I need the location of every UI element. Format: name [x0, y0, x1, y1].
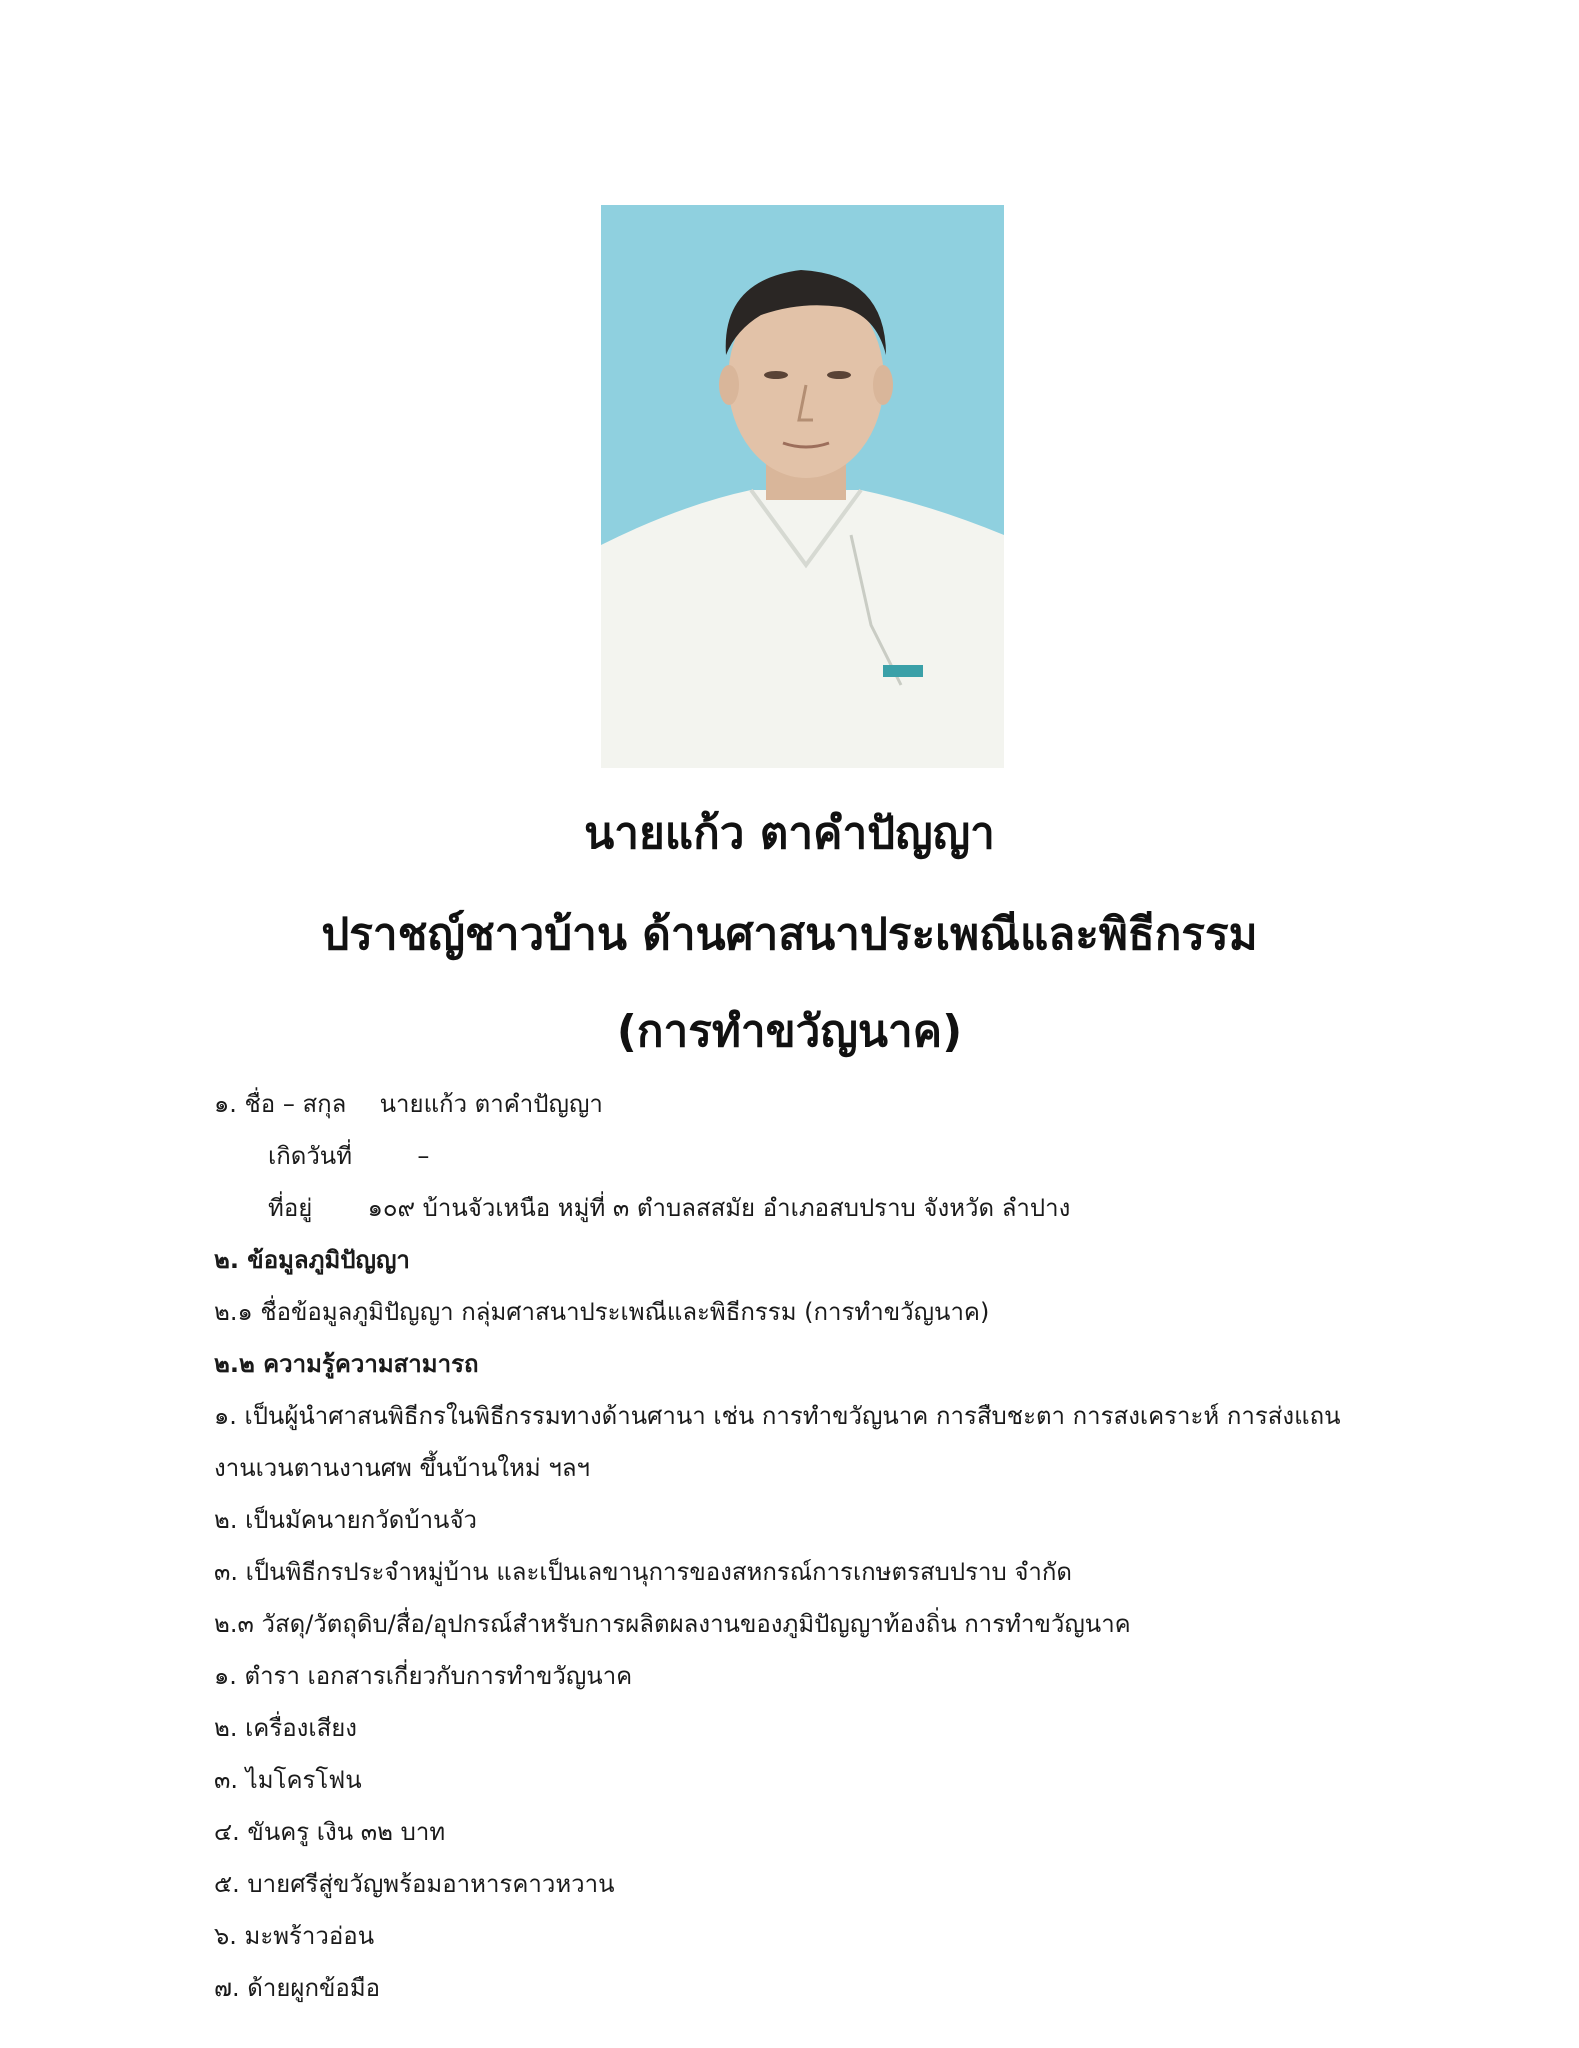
name-label: ๑. ชื่อ – สกุล	[214, 1090, 347, 1118]
materials-heading: ๒.๓ วัสดุ/วัตถุดิบ/สื่อ/อุปกรณ์สำหรับการผลิตผลงานของภูมิปัญญาท้องถิ่น การทำขวัญนาค	[214, 1610, 1131, 1638]
section2-heading: ๒. ข้อมูลภูมิปัญญา	[214, 1246, 410, 1274]
name-row	[214, 1087, 603, 1121]
abilities-heading: ๒.๒ ความรู้ความสามารถ	[214, 1350, 479, 1378]
expertise-title: ปราชญ์ชาวบ้าน ด้านศาสนาประเพณีและพิธีกรรม	[321, 909, 1258, 960]
material-item: ๗. ด้ายผูกข้อมือ	[214, 1974, 381, 2002]
material-item: ๖. มะพร้าวอ่อน	[214, 1922, 375, 1950]
birth-label: เกิดวันที่	[268, 1142, 353, 1170]
material-item: ๔. ขันครู เงิน ๓๒ บาท	[214, 1818, 446, 1846]
material-item: ๓. ไมโครโฟน	[214, 1766, 362, 1794]
ability-item: ๑. เป็นผู้นำศาสนพิธีกรในพิธีกรรมทางด้านศานา เช่น การทำขวัญนาค การสืบชะตา การสงเคราะห์ การส่งแถน	[214, 1402, 1341, 1430]
wisdom-name-row: ๒.๑ ชื่อข้อมูลภูมิปัญญา กลุ่มศาสนาประเพณีและพิธีกรรม (การทำขวัญนาค)	[214, 1298, 990, 1326]
ability-item: ๓. เป็นพิธีกรประจำหมู่บ้าน และเป็นเลขานุการของสหกรณ์การเกษตรสบปราบ จำกัด	[214, 1558, 1072, 1586]
name-value: นายแก้ว ตาคำปัญญา	[379, 1090, 603, 1118]
ability-item: ๒. เป็นมัคนายกวัดบ้านจัว	[214, 1506, 477, 1534]
material-item: ๒. เครื่องเสียง	[214, 1714, 357, 1742]
address-label: ที่อยู่	[268, 1194, 313, 1222]
address-row	[268, 1191, 1070, 1225]
ability-item: งานเวนตานงานศพ ขึ้นบ้านใหม่ ฯลฯ	[214, 1454, 591, 1482]
specialty-subtitle: (การทำขวัญนาค)	[616, 1006, 963, 1057]
portrait-photo	[601, 205, 1004, 768]
material-item: ๑. ตำรา เอกสารเกี่ยวกับการทำขวัญนาค	[214, 1662, 633, 1690]
material-item: ๕. บายศรีสู่ขวัญพร้อมอาหารคาวหวาน	[214, 1870, 615, 1898]
address-value: ๑๐๙ บ้านจัวเหนือ หมู่ที่ ๓ ตำบลสสมัย อำเภอสบปราบ จังหวัด ลำปาง	[367, 1194, 1071, 1222]
birth-row	[268, 1139, 429, 1173]
birth-value: –	[417, 1142, 430, 1170]
person-name-title: นายแก้ว ตาคำปัญญา	[584, 808, 995, 859]
